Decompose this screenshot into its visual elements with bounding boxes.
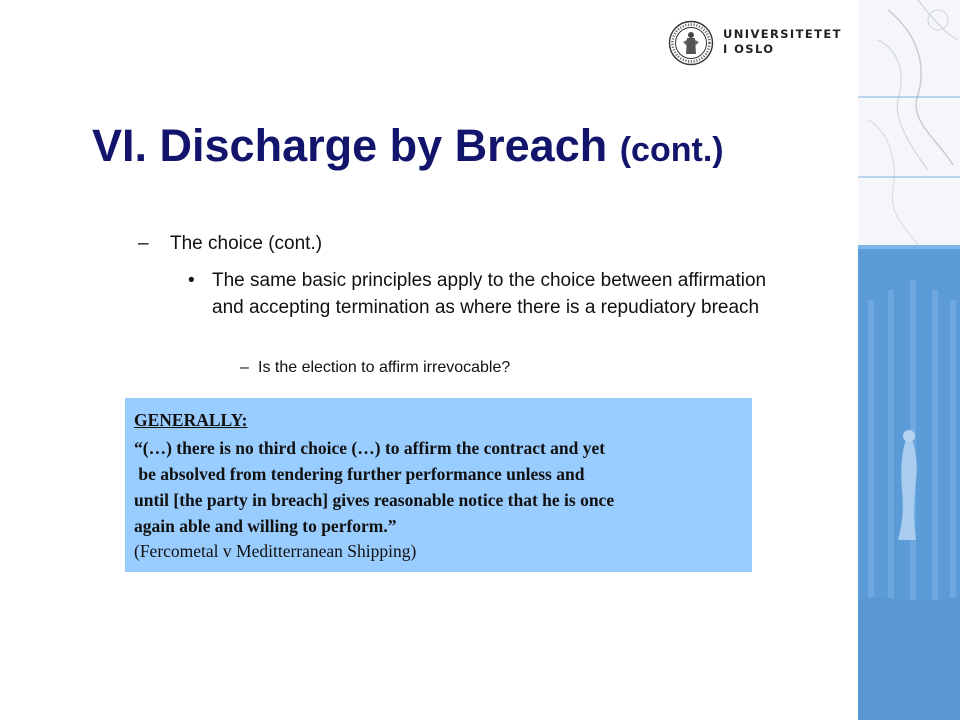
slide-title-suffix: (cont.)	[619, 131, 724, 169]
quote-line: “(…) there is no third choice (…) to affirm the contract and yet	[134, 438, 606, 458]
quote-line: be absolved from tendering further performance unless and	[134, 464, 585, 484]
side-decoration-image	[858, 0, 960, 720]
bullet-level-3-text: Is the election to affirm irrevocable?	[258, 359, 511, 376]
university-seal-icon	[668, 20, 714, 66]
slide-title	[92, 120, 724, 172]
bullet-marker: •	[188, 270, 195, 291]
quote-heading: GENERALLY:	[134, 410, 248, 430]
quote-line: until [the party in breach] gives reasonable notice that he is once	[134, 490, 615, 510]
slide-title-main: VI. Discharge by Breach	[92, 120, 608, 171]
dash-marker: –	[240, 359, 249, 376]
logo-line-2: I OSLO	[723, 42, 775, 56]
quote-citation: (Fercometal v Meditterranean Shipping)	[134, 541, 417, 561]
logo-line-1: UNIVERSITETET	[723, 27, 842, 41]
side-decoration-panel	[858, 0, 960, 720]
bullet-level-2-text: The same basic principles apply to the choice between affirmation and accepting termination as where there is a repudiatory breach	[212, 270, 767, 318]
quote-line: again able and willing to perform.”	[134, 516, 397, 536]
quote-box	[125, 398, 752, 572]
dash-marker: –	[138, 233, 149, 254]
university-logo	[668, 18, 848, 70]
bullet-level-1-text: The choice (cont.)	[170, 233, 323, 254]
